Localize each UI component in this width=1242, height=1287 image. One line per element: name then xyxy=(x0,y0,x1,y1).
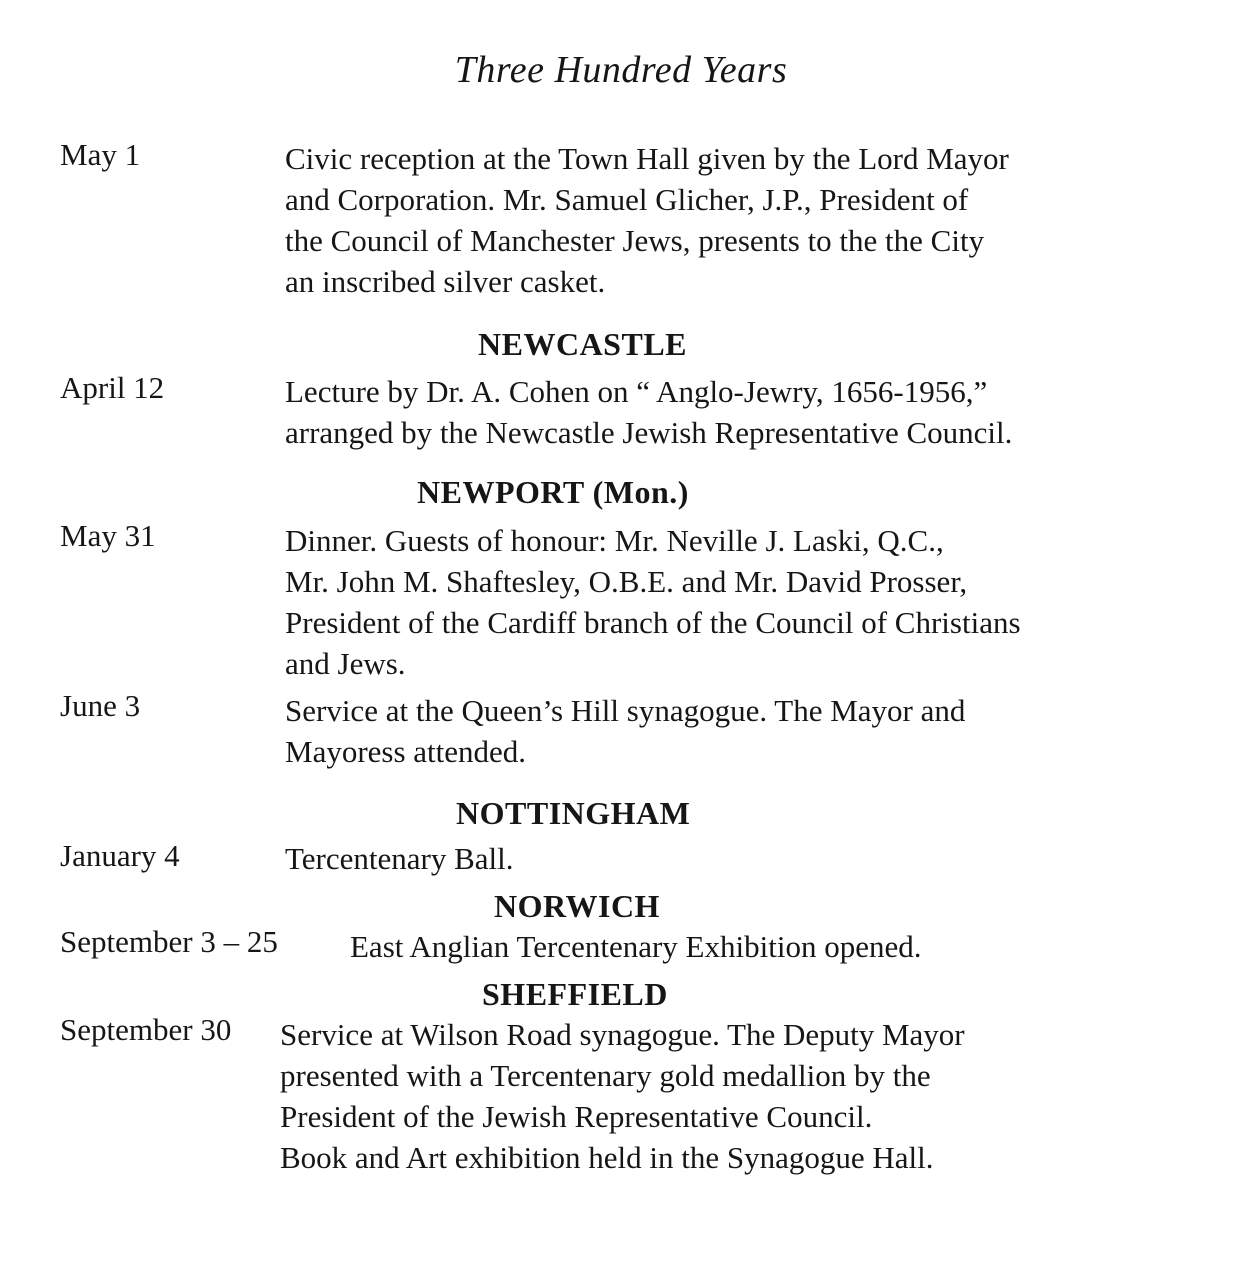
entry-line: and Jews. xyxy=(285,646,406,681)
entry-line: President of the Jewish Representative Council. xyxy=(280,1099,873,1134)
entry-line: Civic reception at the Town Hall given by the Lord Mayor xyxy=(285,141,1009,176)
heading-sheffield: SHEFFIELD xyxy=(482,976,668,1012)
entry-text xyxy=(285,520,1145,684)
entry-text xyxy=(285,838,1145,879)
heading-newport: NEWPORT (Mon.) xyxy=(417,474,689,510)
entry-date: April 12 xyxy=(60,370,165,405)
entry-text xyxy=(285,690,1145,772)
heading-nottingham: NOTTINGHAM xyxy=(456,795,691,831)
entry-line: Book and Art exhibition held in the Synagogue Hall. xyxy=(280,1140,934,1175)
entry-date: January 4 xyxy=(60,838,180,873)
entry-line: Mr. John M. Shaftesley, O.B.E. and Mr. David Prosser, xyxy=(285,564,968,599)
heading-newcastle: NEWCASTLE xyxy=(478,326,687,362)
entry-line: presented with a Tercentenary gold medallion by the xyxy=(280,1058,931,1093)
entry-line: Mayoress attended. xyxy=(285,734,527,769)
entry-text xyxy=(350,926,1050,967)
entry-date: May 31 xyxy=(60,518,156,553)
entry-line: President of the Cardiff branch of the Council of Christians xyxy=(285,605,1021,640)
entry-line: arranged by the Newcastle Jewish Representative Council. xyxy=(285,415,1013,450)
entry-text xyxy=(285,138,1145,302)
entry-text xyxy=(280,1014,1130,1178)
entry-text xyxy=(285,371,1145,453)
entry-line: Service at the Queen’s Hill synagogue. The Mayor and xyxy=(285,693,966,728)
entry-line: Lecture by Dr. A. Cohen on “ Anglo-Jewry, 1656-1956,” xyxy=(285,374,988,409)
entry-line: Dinner. Guests of honour: Mr. Neville J. Laski, Q.C., xyxy=(285,523,944,558)
entry-date: September 3 – 25 xyxy=(60,924,278,959)
entry-date: May 1 xyxy=(60,137,141,172)
entry-line: an inscribed silver casket. xyxy=(285,264,606,299)
entry-line: Tercentenary Ball. xyxy=(285,841,514,876)
entry-line: East Anglian Tercentenary Exhibition opened. xyxy=(350,929,922,964)
heading-norwich: NORWICH xyxy=(494,888,660,924)
entry-line: Service at Wilson Road synagogue. The Deputy Mayor xyxy=(280,1017,965,1052)
running-head: Three Hundred Years xyxy=(454,49,788,91)
entry-line: the Council of Manchester Jews, presents to the the City xyxy=(285,223,985,258)
entry-line: and Corporation. Mr. Samuel Glicher, J.P., President of xyxy=(285,182,969,217)
entry-date: June 3 xyxy=(60,688,141,723)
entry-date: September 30 xyxy=(60,1012,232,1047)
